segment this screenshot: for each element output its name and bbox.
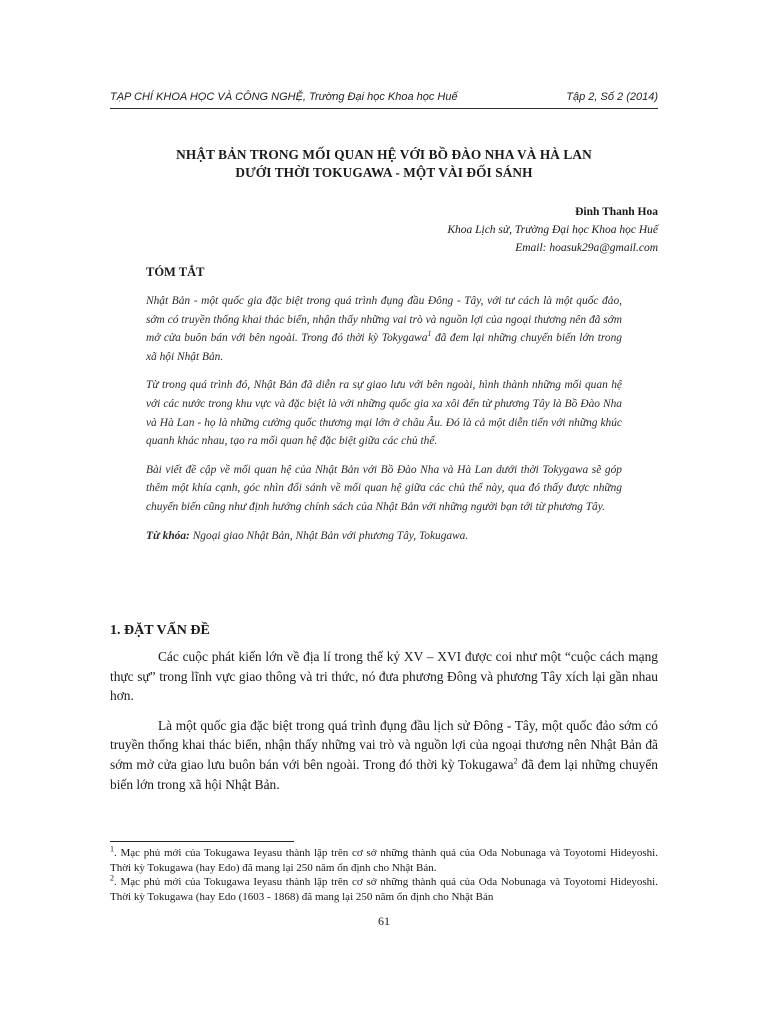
header-divider (110, 108, 658, 109)
footnote-2: $^2$. Mạc phủ mới của Tokugawa Ieyasu thành lập trên cơ sở những thành quả của Oda Nobunaga và Toyotomi Hideyoshi. Thời kỳ Tokugawa (hay Edo (1603 - 1868) đã mang lại 250 năm ổn định cho Nhật Bản (110, 873, 658, 903)
running-header (110, 91, 658, 103)
section-1-body (110, 647, 658, 804)
volume-issue: Tập 2, Số 2 (2014) (566, 91, 658, 103)
abstract-paragraph-2: Từ trong quá trình đó, Nhật Bản đã diễn ra sự giao lưu với bên ngoài, hình thành những mối quan hệ với các nước trong khu vực và đặc biệt là với những quốc gia xa xôi đến từ phương Tây là Bồ Đào Nha và Hà Lan - họ là những cường quốc thương mại lớn ở châu Âu. Đó là cả một diễn tiến với những khúc quanh khác nhau, tạo ra mối quan hệ đặc biệt giữa các chủ thể. (146, 379, 622, 448)
keywords (146, 527, 622, 546)
abstract-paragraph-1: Nhật Bản - một quốc gia đặc biệt trong quá trình đụng đầu Đông - Tây, với tư cách là một quốc đảo, sớm có truyền thống khai thác biển, nhận thấy những vai trò và nguồn lợi của ngoại thương nên đã sớm mở cửa buôn bán với bên ngoài. Trong đó thời kỳ Tokygawa$^1$ đã đem lại những chuyển biến lớn trong xã hội Nhật Bản. (146, 295, 622, 363)
article-title (110, 146, 658, 182)
section-1-heading: 1. ĐẶT VẤN ĐỀ (110, 623, 210, 638)
footnotes (110, 846, 658, 904)
keywords-label: Từ khóa: (146, 529, 190, 542)
abstract-heading: TÓM TẮT (146, 265, 205, 279)
title-line-2: DƯỚI THỜI TOKUGAWA - MỘT VÀI ĐỐI SÁNH (235, 165, 533, 180)
title-line-1: NHẬT BẢN TRONG MỐI QUAN HỆ VỚI BỒ ĐÀO NHA VÀ HÀ LAN (176, 147, 592, 162)
keywords-text: Ngoại giao Nhật Bản, Nhật Bản với phương Tây, Tokugawa. (189, 529, 469, 542)
page-number: 61 (378, 914, 390, 928)
author-email: Email: hoasuk29a@gmail.com (515, 242, 658, 254)
footnote-ref-2[interactable]: 2 (513, 756, 518, 766)
footnote-divider (110, 841, 294, 842)
abstract-paragraph-3: Bài viết đề cập về mối quan hệ của Nhật Bản với Bồ Đào Nha và Hà Lan dưới thời Tokygawa sẽ góp thêm một khía cạnh, góc nhìn đối sánh về mối quan hệ giữa các chủ thể này, qua đó thấy được những chuyển biến cũng như định hướng chính sách của Nhật Bản với những người bạn tới từ phương Tây. (146, 463, 622, 513)
footnote-1: $^1$. Mạc phủ mới của Tokugawa Ieyasu thành lập trên cơ sở những thành quả của Oda Nobunaga và Toyotomi Hideyoshi. Thời kỳ Tokugawa (hay Edo) đã mang lại 250 năm ổn định cho Nhật Bản. (110, 844, 658, 874)
author-affiliation: Khoa Lịch sử, Trường Đại học Khoa học Huế (447, 224, 658, 236)
body-paragraph-2: Là một quốc gia đặc biệt trong quá trình đụng đầu lịch sử Đông - Tây, một quốc đảo sớm có truyền thống khai thác biển, nhận thấy những vai trò và nguồn lợi của ngoại thương nên Nhật Bản đã sớm mở cửa giao lưu buôn bán với bên ngoài. Trong đó thời kỳ Tokugawa$^2$ đã đem lại những chuyển biến lớn trong xã hội Nhật Bản. (110, 717, 658, 792)
journal-name: TẠP CHÍ KHOA HỌC VÀ CÔNG NGHỆ, Trường Đại học Khoa học Huế (110, 91, 458, 103)
author-block (110, 203, 658, 257)
body-paragraph-1: Các cuộc phát kiến lớn về địa lí trong thế kỷ XV – XVI được coi như một “cuộc cách mạng thực sự” trong lĩnh vực giao thông và tri thức, nó đưa phương Đông và phương Tây xích lại gần nhau hơn. (110, 649, 658, 704)
footnote-ref-1[interactable]: 1 (427, 329, 432, 339)
abstract-body (146, 292, 622, 555)
author-name: Đinh Thanh Hoa (575, 206, 658, 218)
